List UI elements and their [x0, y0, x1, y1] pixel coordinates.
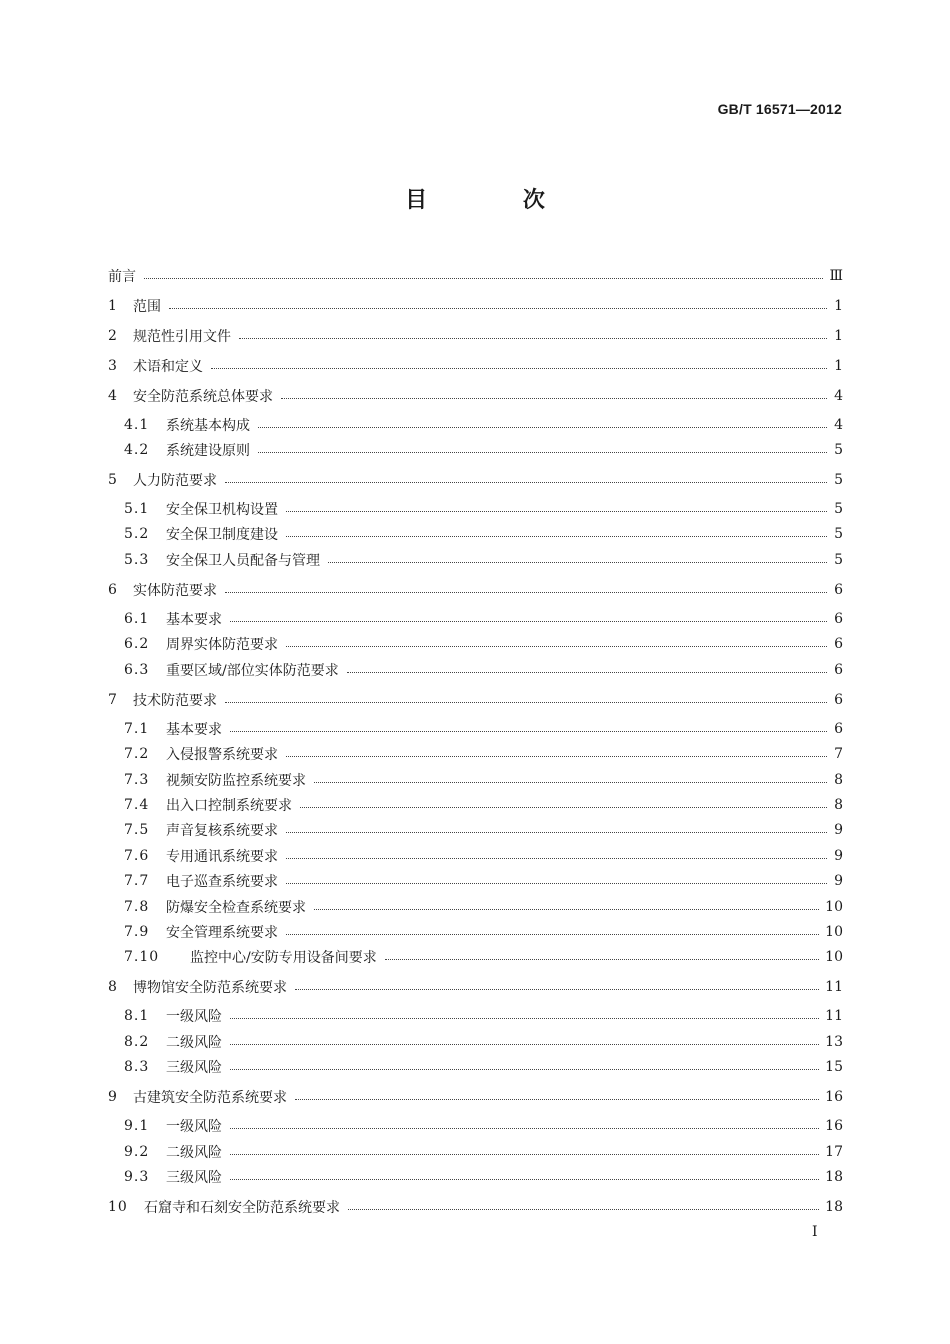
toc-entry-page: 11 [825, 979, 843, 995]
toc-entry-number: 6.3 [124, 662, 150, 678]
toc-entry-page: 10 [825, 899, 843, 915]
toc-entry-number: 3 [108, 358, 118, 374]
toc-entry-number: 7.10 [124, 949, 160, 965]
toc-entry[interactable] [124, 523, 843, 545]
toc-entry-title: 二级风险 [166, 1035, 222, 1051]
toc-leader-dots [144, 278, 823, 279]
toc-entry-title: 监控中心/安防专用设备间要求 [190, 950, 377, 966]
toc-entry[interactable] [124, 498, 843, 520]
standard-code: GB/T 16571—2012 [717, 101, 842, 117]
toc-entry-title: 安全保卫机构设置 [166, 502, 278, 518]
toc-entry-number: 8.1 [124, 1008, 150, 1024]
toc-entry-number: 7.4 [124, 797, 150, 813]
toc-entry-number: 9.3 [124, 1169, 150, 1185]
toc-leader-dots [286, 832, 827, 833]
toc-entry[interactable] [124, 1056, 843, 1078]
toc-entry-title: 声音复核系统要求 [166, 823, 278, 839]
toc-entry[interactable] [124, 718, 843, 740]
toc-leader-dots [230, 731, 827, 732]
toc-entry[interactable] [124, 1031, 843, 1053]
toc-leader-dots [230, 1044, 819, 1045]
toc-entry-number: 5.1 [124, 501, 150, 517]
toc-entry[interactable] [124, 608, 843, 630]
toc-entry[interactable] [108, 385, 843, 407]
toc-entry-number: 9.1 [124, 1118, 150, 1134]
toc-entry-number: 7.7 [124, 873, 150, 889]
toc-entry-page: 9 [834, 873, 843, 889]
toc-entry-title: 基本要求 [166, 722, 222, 738]
toc-leader-dots [230, 1018, 819, 1019]
toc-entry-number: 6 [108, 582, 118, 598]
toc-entry-number: 7.5 [124, 822, 150, 838]
toc-entry-page: 1 [834, 358, 843, 374]
toc-entry-number: 4.1 [124, 417, 150, 433]
toc-entry-number: 8 [108, 979, 118, 995]
toc-entry-page: 1 [834, 328, 843, 344]
toc-entry-number: 1 [108, 298, 118, 314]
toc-leader-dots [286, 756, 827, 757]
toc-entry[interactable] [108, 1196, 843, 1218]
toc-leader-dots [286, 934, 819, 935]
toc-entry-number: 6.1 [124, 611, 150, 627]
toc-entry-title: 出入口控制系统要求 [166, 798, 292, 814]
toc-entry[interactable] [124, 794, 843, 816]
toc-entry-title: 系统建设原则 [166, 443, 250, 459]
toc-leader-dots [295, 1099, 819, 1100]
toc-entry-number: 9.2 [124, 1144, 150, 1160]
toc-entry-title: 石窟寺和石刻安全防范系统要求 [144, 1200, 340, 1216]
toc-entry-page: 9 [834, 822, 843, 838]
toc-entry-number: 7 [108, 692, 118, 708]
toc-entry-title: 一级风险 [166, 1119, 222, 1135]
toc-entry-page: 7 [834, 746, 843, 762]
toc-leader-dots [281, 398, 827, 399]
page-title: 目 次 [405, 188, 589, 213]
toc-leader-dots [286, 883, 827, 884]
toc-entry-page: 16 [825, 1118, 843, 1134]
toc-leader-dots [385, 959, 819, 960]
toc-entry-title: 范围 [133, 299, 161, 315]
toc-entry-number: 7.9 [124, 924, 150, 940]
toc-entry-title: 术语和定义 [133, 359, 203, 375]
toc-entry-page: 5 [834, 552, 843, 568]
toc-entry[interactable] [124, 743, 843, 765]
toc-entry-title: 规范性引用文件 [133, 329, 231, 345]
toc-entry-title: 人力防范要求 [133, 473, 217, 489]
toc-leader-dots [286, 646, 827, 647]
toc-entry-title: 安全保卫人员配备与管理 [166, 553, 320, 569]
toc-entry[interactable] [124, 659, 843, 681]
toc-entry[interactable] [124, 946, 843, 968]
toc-entry-page: 16 [825, 1089, 843, 1105]
toc-entry-number: 8.3 [124, 1059, 150, 1075]
toc-entry-title: 重要区域/部位实体防范要求 [166, 663, 339, 679]
toc-entry[interactable] [124, 1005, 843, 1027]
toc-entry[interactable] [124, 845, 843, 867]
toc-leader-dots [225, 702, 827, 703]
toc-leader-dots [314, 909, 819, 910]
toc-entry-number: 7.1 [124, 721, 150, 737]
toc-entry-number: 7.3 [124, 772, 150, 788]
toc-entry-page: 13 [825, 1034, 843, 1050]
toc-leader-dots [286, 511, 827, 512]
toc-entry-page: 11 [825, 1008, 843, 1024]
toc-entry-page: 1 [834, 298, 843, 314]
toc-entry-number: 7.6 [124, 848, 150, 864]
toc-entry[interactable] [124, 549, 843, 571]
toc-entry-title: 三级风险 [166, 1170, 222, 1186]
toc-entry-title: 一级风险 [166, 1009, 222, 1025]
toc-entry-title: 安全保卫制度建设 [166, 527, 278, 543]
toc-entry-title: 三级风险 [166, 1060, 222, 1076]
toc-entry-page: 5 [834, 501, 843, 517]
toc-entry-page: Ⅲ [829, 268, 843, 284]
toc-entry-page: 5 [834, 442, 843, 458]
toc-leader-dots [347, 672, 827, 673]
toc-entry-page: 10 [825, 924, 843, 940]
toc-entry[interactable] [108, 579, 843, 601]
toc-entry-title: 视频安防监控系统要求 [166, 773, 306, 789]
toc-entry-title: 前言 [108, 269, 136, 285]
toc-leader-dots [169, 308, 827, 309]
toc-leader-dots [211, 368, 827, 369]
toc-leader-dots [328, 562, 827, 563]
toc-entry-title: 二级风险 [166, 1145, 222, 1161]
toc-entry-page: 17 [825, 1144, 843, 1160]
page-number: I [812, 1224, 818, 1240]
toc-entry[interactable] [124, 439, 843, 461]
toc-entry[interactable] [124, 921, 843, 943]
toc-entry-title: 技术防范要求 [133, 693, 217, 709]
toc-leader-dots [300, 807, 827, 808]
toc-entry-number: 6.2 [124, 636, 150, 652]
toc-entry-page: 8 [834, 772, 843, 788]
toc-entry-page: 8 [834, 797, 843, 813]
toc-entry-page: 4 [834, 388, 843, 404]
toc-entry-title: 防爆安全检查系统要求 [166, 900, 306, 916]
toc-leader-dots [348, 1209, 819, 1210]
toc-entry[interactable] [124, 1141, 843, 1163]
toc-entry-number: 4.2 [124, 442, 150, 458]
toc-leader-dots [230, 1069, 819, 1070]
toc-entry[interactable] [108, 689, 843, 711]
toc-leader-dots [258, 427, 827, 428]
toc-entry-title: 古建筑安全防范系统要求 [133, 1090, 287, 1106]
toc-entry-number: 5.3 [124, 552, 150, 568]
toc-leader-dots [286, 536, 827, 537]
toc-entry[interactable] [108, 976, 843, 998]
toc-entry-page: 6 [834, 692, 843, 708]
toc-entry[interactable] [108, 469, 843, 491]
toc-entry-page: 5 [834, 472, 843, 488]
toc-entry[interactable] [108, 265, 843, 287]
toc-entry-page: 15 [825, 1059, 843, 1075]
toc-entry-page: 5 [834, 526, 843, 542]
toc-leader-dots [225, 482, 827, 483]
toc-entry-page: 18 [825, 1169, 843, 1185]
toc-entry[interactable] [108, 355, 843, 377]
toc-leader-dots [258, 452, 827, 453]
toc-entry-title: 周界实体防范要求 [166, 637, 278, 653]
toc-entry-number: 9 [108, 1089, 118, 1105]
toc-entry-title: 博物馆安全防范系统要求 [133, 980, 287, 996]
toc-entry-page: 9 [834, 848, 843, 864]
toc-entry[interactable] [124, 896, 843, 918]
toc-leader-dots [230, 621, 827, 622]
toc-entry-title: 专用通讯系统要求 [166, 849, 278, 865]
toc-entry[interactable] [124, 870, 843, 892]
toc-entry-page: 6 [834, 582, 843, 598]
toc-entry[interactable] [108, 325, 843, 347]
toc-leader-dots [230, 1179, 819, 1180]
toc-entry-title: 实体防范要求 [133, 583, 217, 599]
toc-entry-number: 2 [108, 328, 118, 344]
toc-leader-dots [295, 989, 819, 990]
toc-entry-number: 5 [108, 472, 118, 488]
toc-entry-number: 5.2 [124, 526, 150, 542]
toc-entry[interactable] [124, 1166, 843, 1188]
toc-leader-dots [239, 338, 827, 339]
toc-entry[interactable] [124, 769, 843, 791]
toc-entry-page: 6 [834, 611, 843, 627]
toc-entry-number: 4 [108, 388, 118, 404]
toc-entry-page: 18 [825, 1199, 843, 1215]
toc-entry-title: 安全管理系统要求 [166, 925, 278, 941]
toc-leader-dots [225, 592, 827, 593]
toc-entry[interactable] [124, 1115, 843, 1137]
toc-entry-title: 基本要求 [166, 612, 222, 628]
toc-entry-number: 10 [108, 1199, 128, 1215]
toc-entry[interactable] [124, 414, 843, 436]
toc-leader-dots [230, 1154, 819, 1155]
toc-entry-page: 4 [834, 417, 843, 433]
toc-entry[interactable] [124, 819, 843, 841]
toc-entry-title: 系统基本构成 [166, 418, 250, 434]
toc-entry-number: 8.2 [124, 1034, 150, 1050]
toc-entry[interactable] [108, 1086, 843, 1108]
toc-entry-number: 7.8 [124, 899, 150, 915]
toc-entry-page: 6 [834, 662, 843, 678]
toc-leader-dots [230, 1128, 819, 1129]
toc-entry-page: 10 [825, 949, 843, 965]
toc-entry-page: 6 [834, 721, 843, 737]
toc-entry-title: 入侵报警系统要求 [166, 747, 278, 763]
toc-entry-number: 7.2 [124, 746, 150, 762]
toc-entry-title: 安全防范系统总体要求 [133, 389, 273, 405]
toc-entry[interactable] [108, 295, 843, 317]
toc-entry-title: 电子巡查系统要求 [166, 874, 278, 890]
toc-entry[interactable] [124, 633, 843, 655]
toc-entry-page: 6 [834, 636, 843, 652]
toc-leader-dots [314, 782, 827, 783]
toc-leader-dots [286, 858, 827, 859]
